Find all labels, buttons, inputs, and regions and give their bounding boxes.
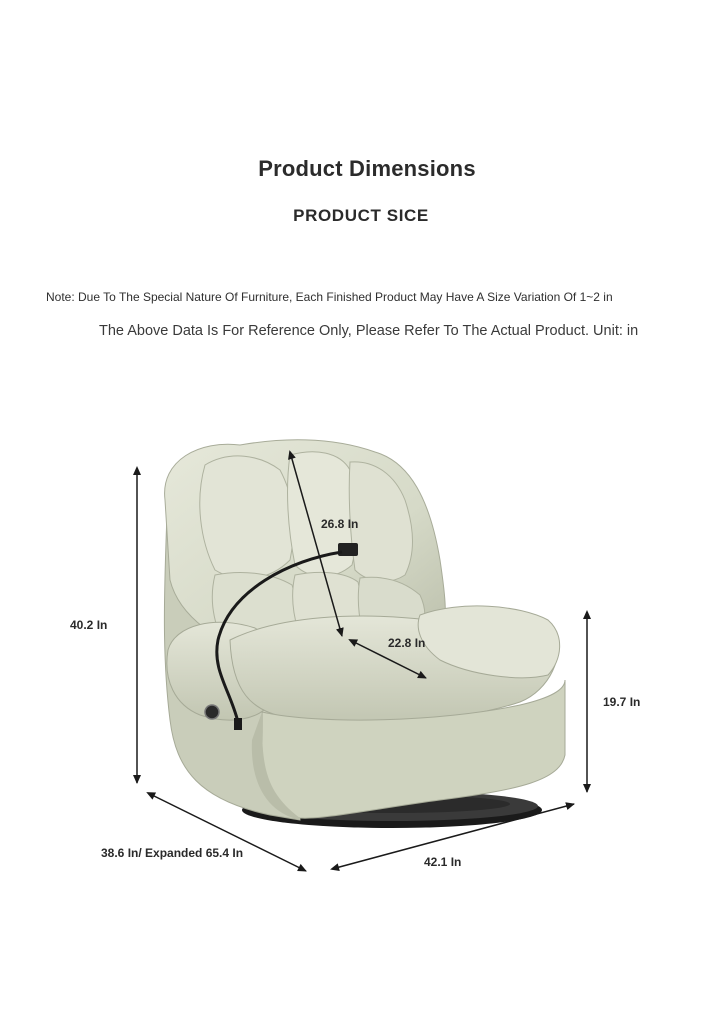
page-subtitle: PRODUCT SICE [293,206,429,225]
size-variation-note: Note: Due To The Special Nature Of Furniture, Each Finished Product May Have A Size Variation Of 1~2 in [46,290,613,304]
seat-height-label: 19.7 In [603,695,641,709]
seat-depth-label: 22.8 In [388,636,426,650]
reference-note: The Above Data Is For Reference Only, Please Refer To The Actual Product. Unit: in [99,323,639,339]
page-title: Product Dimensions [258,156,476,181]
total-height-label: 40.2 In [70,618,108,632]
depth-label: 38.6 In/ Expanded 65.4 In [101,846,244,860]
backrest-height-label: 26.8 In [321,517,359,531]
width-label: 42.1 In [424,855,462,869]
recliner-chair [164,440,565,820]
